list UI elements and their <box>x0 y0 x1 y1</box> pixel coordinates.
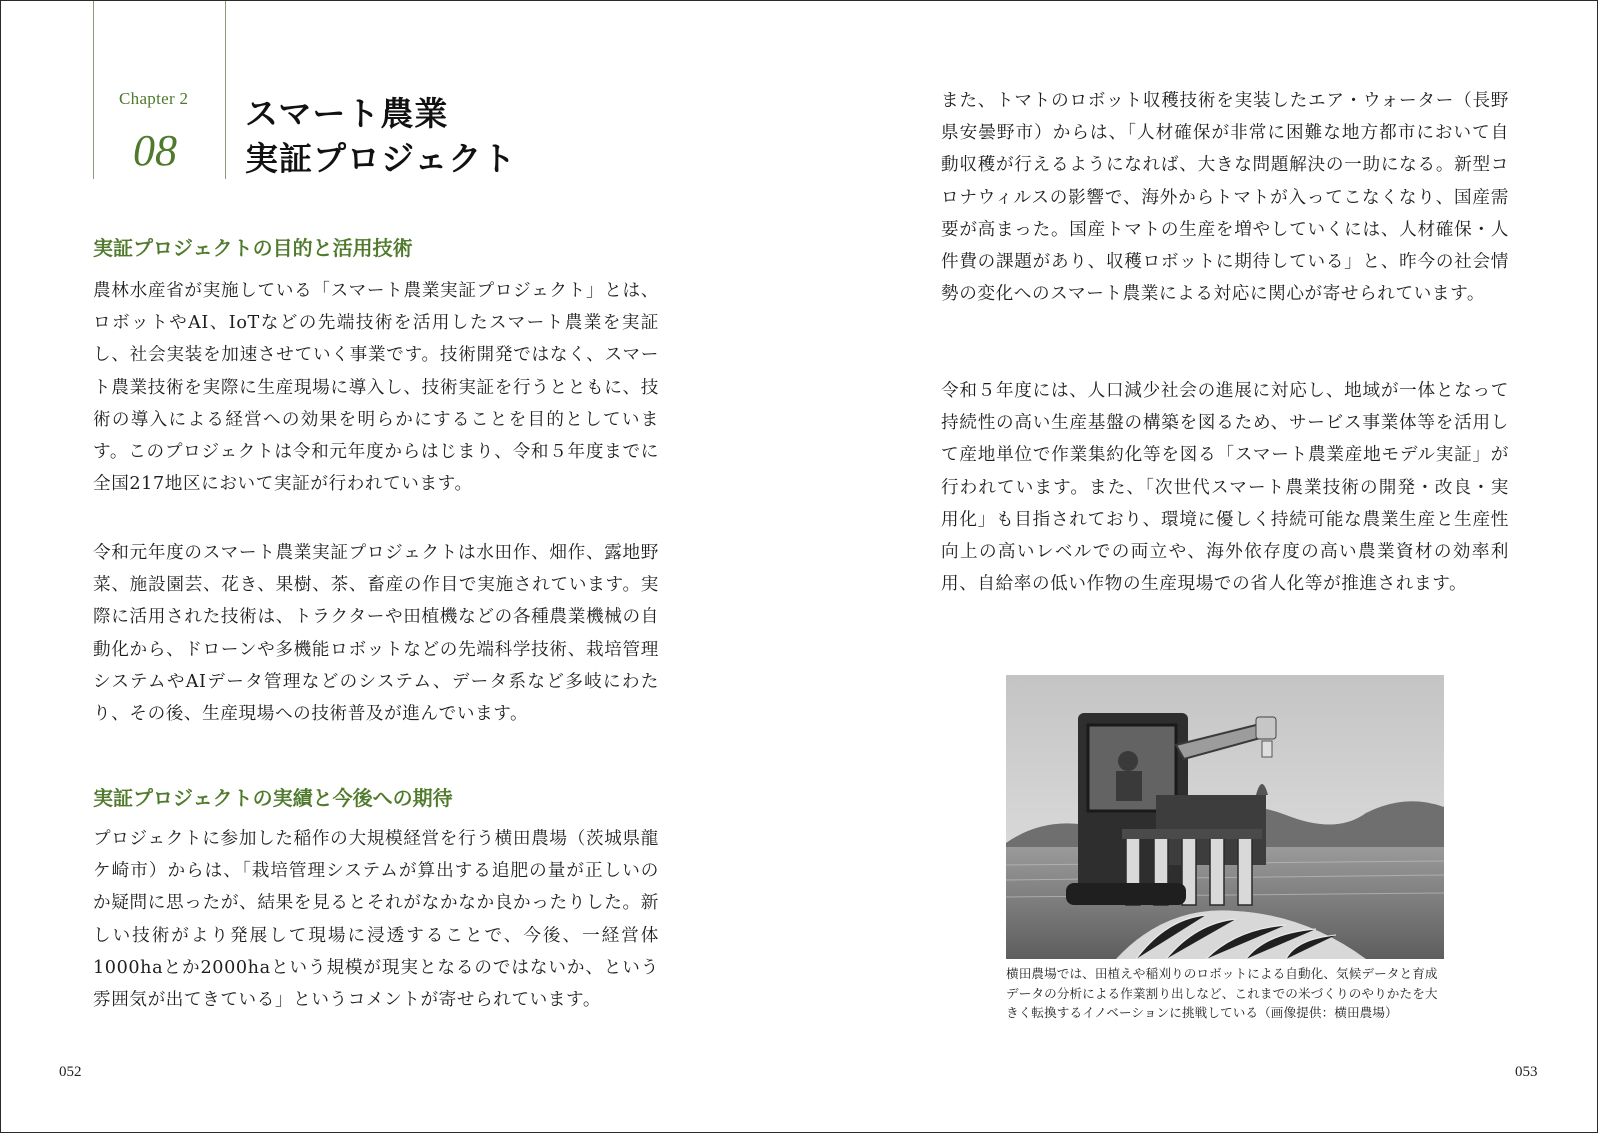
body-paragraph-3: プロジェクトに参加した稲作の大規模経営を行う横田農場（茨城県龍ケ崎市）からは、「栽培管理システムが算出する追肥の量が正しいのか疑問に思ったが、結果を見るとそれがなかなか良かったりした。新しい技術がより発展して現場に浸透することで、今後、一経営体1000haとか2000haという規模が現実となるのではないか、という雰囲気が出てきている」というコメントが寄せられています。 <box>93 829 659 1011</box>
page-number-left: 052 <box>59 1064 82 1080</box>
chapter-label: Chapter 2 <box>119 89 189 108</box>
combine-harvester-photo <box>1006 675 1444 959</box>
combine-harvester-illustration <box>1006 675 1444 959</box>
page-number-right: 053 <box>1515 1064 1538 1080</box>
chapter-title <box>245 91 516 181</box>
body-paragraph-5: 令和５年度には、人口減少社会の進展に対応し、地域が一体となって持続性の高い生産基盤の構築を図るため、サービス事業体等を活用して産地単位で作業集約化等を図る「スマート農業産地モデル実証」が行われています。また、「次世代スマート農業技術の開発・改良・実用化」も目指されており、環境に優しく持続可能な農業生産と生産性向上の高いレベルでの両立や、海外依存度の高い農業資材の効率利用、自給率の低い作物の生産現場での省人化等が推進されます。 <box>941 381 1509 595</box>
section-heading-results: 実証プロジェクトの実績と今後への期待 <box>93 786 453 810</box>
chapter-title-line2: 実証プロジェクト <box>245 139 517 178</box>
body-paragraph-4: また、トマトのロボット収穫技術を実装したエア・ウォーター（長野県安曇野市）からは、「人材確保が非常に困難な地方都市において自動収穫が行えるようになれば、大きな問題解決の一助になる。新型コロナウィルスの影響で、海外からトマトが入ってこなくなり、国産需要が高まった。国産トマトの生産を増やしていくには、人材確保・人件費の課題があり、収穫ロボットに期待している」と、昨今の社会情勢の変化へのスマート農業による対応に関心が寄せられています。 <box>941 91 1509 305</box>
photo-caption: 横田農場では、田植えや稲刈りのロボットによる自動化、気候データと育成データの分析による作業割り出しなど、これまでの米づくりのやりかたを大きく転換するイノベーションに挑戦している（画像提供：横田農場） <box>1006 966 1438 1020</box>
header-rule-right <box>225 1 226 179</box>
chapter-title-line1: スマート農業 <box>245 94 449 133</box>
header-rule-left <box>93 1 94 179</box>
chapter-number: 08 <box>133 126 177 175</box>
body-paragraph-2: 令和元年度のスマート農業実証プロジェクトは水田作、畑作、露地野菜、施設園芸、花き、果樹、茶、畜産の作目で実施されています。実際に活用された技術は、トラクターや田植機などの各種農業機械の自動化から、ドローンや多機能ロボットなどの先端科学技術、栽培管理システムやAIデータ管理などのシステム、データ系など多岐にわたり、その後、生産現場への技術普及が進んでいます。 <box>93 543 659 725</box>
section-heading-purpose: 実証プロジェクトの目的と活用技術 <box>93 236 413 260</box>
body-paragraph-1: 農林水産省が実施している「スマート農業実証プロジェクト」とは、ロボットやAI、IoTなどの先端技術を活用したスマート農業を実証し、社会実装を加速させていく事業です。技術開発ではなく、スマート農業技術を実際に生産現場に導入し、技術実証を行うとともに、技術の導入による経営への効果を明らかにすることを目的としています。このプロジェクトは令和元年度からはじまり、令和５年度までに全国217地区において実証が行われています。 <box>93 281 659 495</box>
